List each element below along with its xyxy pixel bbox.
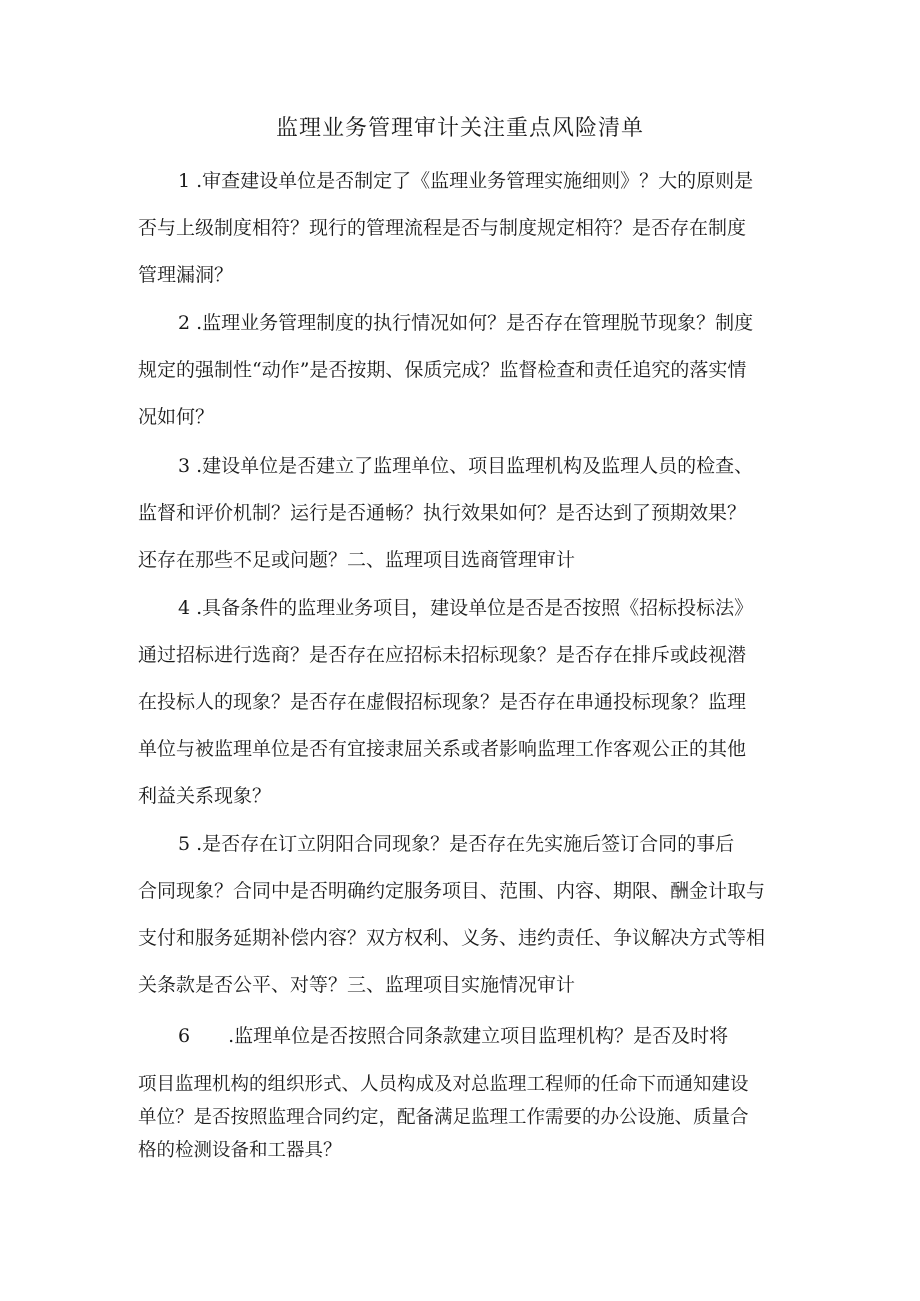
text-line: 还存在那些不足或问题？二、监理项目选商管理审计 (138, 549, 576, 571)
text-line: 否与上级制度相符？现行的管理流程是否与制度规定相符？是否存在制度 (138, 217, 747, 239)
text-line: 监督和评价机制？运行是否通畅？执行效果如何？是否达到了预期效果？ (138, 502, 747, 524)
text-line: 利益关系现象？ (138, 785, 272, 807)
text-line: 单位？是否按照监理合同约定，配备满足监理工作需要的办公设施、质量合 (138, 1107, 749, 1128)
text-line: 规定的强制性“动作”是否按期、保质完成？监督检查和责任追究的落实情 (138, 359, 747, 381)
text-line: 6 .监理单位是否按照合同条款建立项目监理机构？是否及时将 (178, 1025, 729, 1047)
text-line: 单位与被监理单位是否有宜接隶屈关系或者影响监理工作客观公正的其他 (138, 738, 747, 760)
page-title: 监理业务管理审计关注重点风险清单 (275, 116, 644, 141)
text-line: 在投标人的现象？是否存在虚假招标现象？是否存在串通投标现象？监理 (138, 691, 747, 713)
text-line: 5 .是否存在订立阴阳合同现象？是否存在先实施后签订合同的事后 (178, 833, 735, 855)
text-line: 格的检测设备和工器具？ (138, 1140, 342, 1161)
text-line: 合同现象？合同中是否明确约定服务项目、范围、内容、期限、酬金计取与 (138, 880, 766, 902)
text-line: 4 .具备条件的监理业务项目，建设单位是否是否按照《招标投标法》 (178, 597, 754, 619)
text-line: 2 .监理业务管理制度的执行情况如何？是否存在管理脱节现象？制度 (178, 312, 754, 334)
text-line: 3 .建设单位是否建立了监理单位、项目监理机构及监理人员的检查、 (178, 455, 754, 477)
text-line: 项目监理机构的组织形式、人员构成及对总监理工程师的任命下而通知建设 (138, 1074, 749, 1095)
text-line: 况如何？ (138, 406, 215, 428)
text-line: 关条款是否公平、对等？三、监理项目实施情况审计 (138, 974, 576, 996)
text-line: 1 .审查建设单位是否制定了《监理业务管理实施细则》？大的原则是 (178, 170, 754, 192)
text-line: 管理漏洞？ (138, 264, 234, 286)
text-line: 支付和服务延期补偿内容？双方权利、义务、违约责任、争议解决方式等相 (138, 927, 766, 949)
text-line: 通过招标进行选商？是否存在应招标未招标现象？是否存在排斥或歧视潜 (138, 644, 747, 666)
